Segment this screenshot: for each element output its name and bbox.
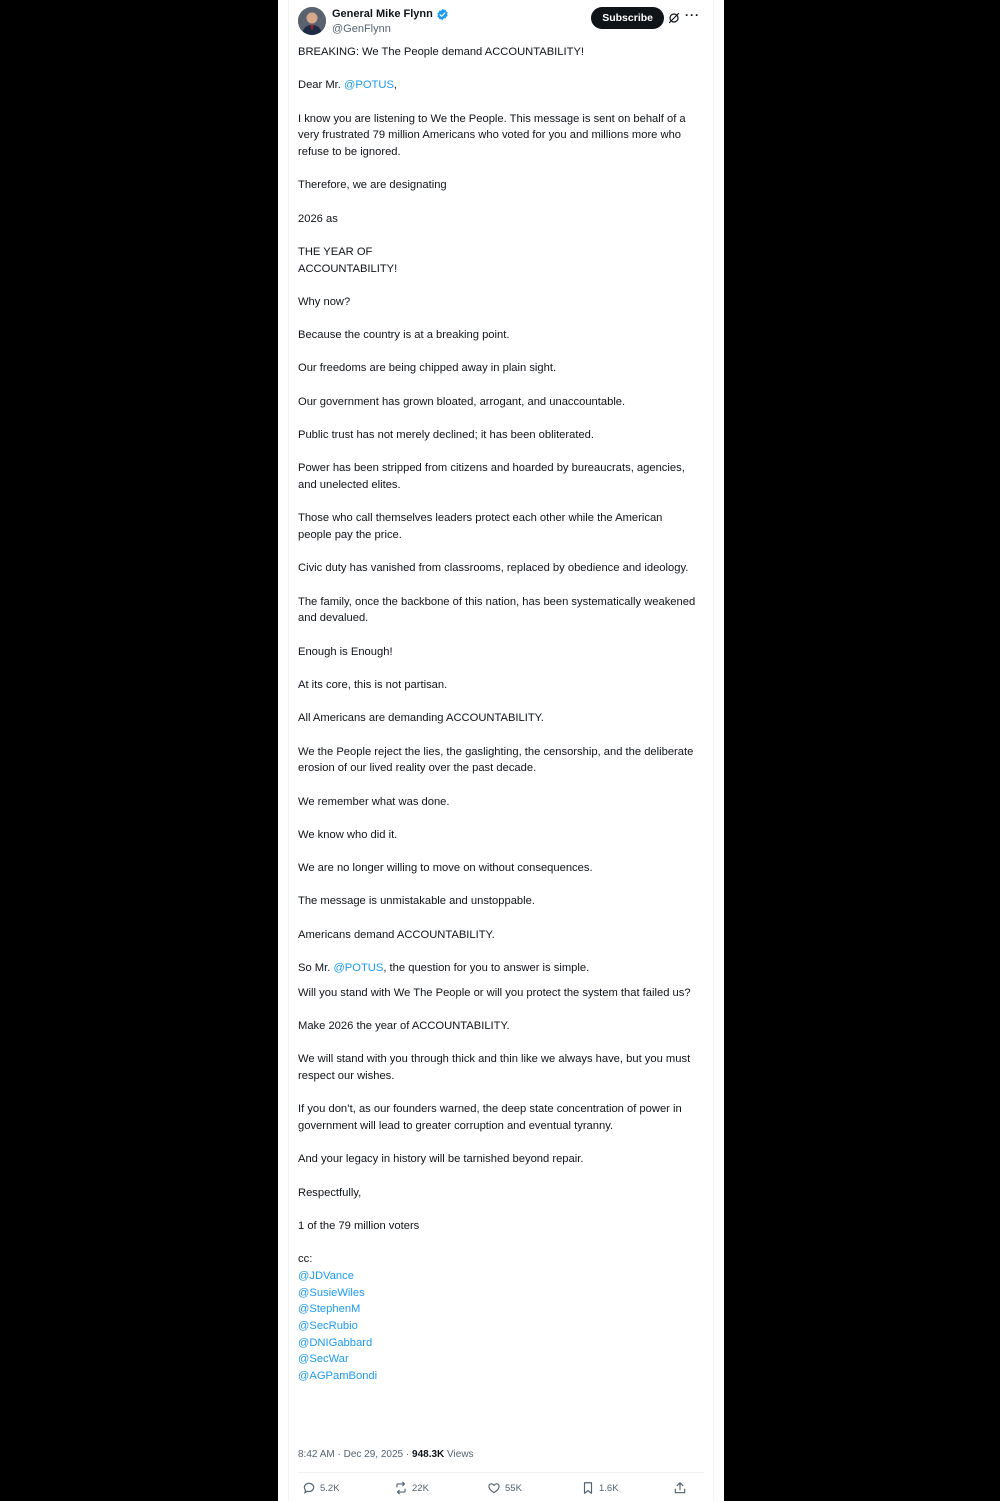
share-icon xyxy=(673,1481,687,1495)
like-icon xyxy=(487,1481,501,1495)
post-paragraph xyxy=(298,327,698,344)
post-paragraph xyxy=(298,794,698,811)
post-paragraph xyxy=(298,111,698,161)
post-paragraph xyxy=(298,677,698,694)
post-text: Our freedoms are being chipped away in plain sight. xyxy=(298,362,557,375)
post-text: Dear Mr. xyxy=(298,79,345,92)
more-icon[interactable]: ··· xyxy=(685,8,700,22)
repost-icon xyxy=(394,1481,408,1495)
post-body xyxy=(298,44,698,1385)
post-paragraph xyxy=(298,360,698,377)
post-panel xyxy=(278,0,724,1501)
post-paragraph xyxy=(298,1218,698,1235)
action-bar xyxy=(300,1481,702,1501)
post-paragraph xyxy=(298,77,698,94)
post-paragraph xyxy=(298,860,698,877)
post-paragraph xyxy=(298,710,698,727)
like-button[interactable] xyxy=(487,1481,522,1495)
post-text: Civic duty has vanished from classrooms, replaced by obedience and ideology. xyxy=(298,562,689,575)
post-text: Therefore, we are designating xyxy=(298,179,447,192)
post-time[interactable]: 8:42 AM xyxy=(298,1449,335,1460)
repost-count: 22K xyxy=(412,1482,429,1494)
post-text: The message is unmistakable and unstoppable. xyxy=(298,895,535,908)
post-paragraph xyxy=(298,594,698,627)
subscribe-button[interactable]: Subscribe xyxy=(591,7,664,29)
post-text: Americans demand ACCOUNTABILITY. xyxy=(298,928,495,941)
like-count: 55K xyxy=(505,1482,522,1494)
mention-link[interactable]: @JDVance @SusieWiles @StephenM @SecRubio @DNIGabbard @SecWar @AGPamBondi xyxy=(298,1269,378,1383)
repost-button[interactable] xyxy=(394,1481,429,1495)
bookmark-button[interactable] xyxy=(581,1481,619,1495)
post-text: If you don’t, as our founders warned, the deep state concentration of power in government will lead to greater corruption and eventual tyranny. xyxy=(298,1103,682,1133)
share-button[interactable] xyxy=(673,1481,687,1495)
reply-count: 5.2K xyxy=(320,1482,340,1494)
grok-icon[interactable] xyxy=(668,12,680,24)
post-date[interactable]: Dec 29, 2025 xyxy=(343,1449,404,1460)
post-paragraph xyxy=(298,211,698,228)
post-paragraph xyxy=(298,294,698,311)
post-text: Why now? xyxy=(298,295,351,308)
post-paragraph xyxy=(298,744,698,777)
post-text: So Mr. xyxy=(298,962,334,975)
post-text: Respectfully, xyxy=(298,1186,362,1199)
post-paragraph xyxy=(298,1018,698,1035)
post-text: Will you stand with We The People or will you protect the system that failed us? xyxy=(298,986,691,999)
post-text: All Americans are demanding ACCOUNTABILITY. xyxy=(298,712,544,725)
post-text: We the People reject the lies, the gaslighting, the censorship, and the deliberate erosion of our lived reality over the past decade. xyxy=(298,745,694,775)
post-paragraph xyxy=(298,1151,698,1168)
post-text: We are no longer willing to move on without consequences. xyxy=(298,862,593,875)
post-text: Our government has grown bloated, arrogant, and unaccountable. xyxy=(298,395,626,408)
views-count[interactable]: 948.3K xyxy=(412,1449,445,1460)
verified-badge-icon xyxy=(436,8,449,21)
post-paragraph xyxy=(298,893,698,910)
bookmark-icon xyxy=(581,1481,595,1495)
author-handle[interactable]: @GenFlynn xyxy=(332,23,391,35)
post-text: And your legacy in history will be tarnished beyond repair. xyxy=(298,1153,584,1166)
post-paragraph xyxy=(298,394,698,411)
post-text: THE YEAR OF ACCOUNTABILITY! xyxy=(298,245,398,275)
divider xyxy=(298,1472,704,1473)
views-label: Views xyxy=(447,1449,474,1460)
post-paragraph xyxy=(298,1101,698,1134)
post-paragraph xyxy=(298,427,698,444)
post-text: , xyxy=(393,79,398,92)
post-paragraph xyxy=(298,177,698,194)
post-text: Power has been stripped from citizens and hoarded by bureaucrats, agencies, and unelected elites. xyxy=(298,462,685,492)
post-paragraph xyxy=(298,1185,698,1202)
post-text: We remember what was done. xyxy=(298,795,450,808)
reply-icon xyxy=(302,1481,316,1495)
bookmark-count: 1.6K xyxy=(599,1482,619,1494)
post-paragraph xyxy=(298,927,698,944)
post-paragraph xyxy=(298,985,698,1002)
post-text: cc: xyxy=(298,1253,313,1266)
avatar[interactable] xyxy=(298,7,326,35)
reply-button[interactable] xyxy=(302,1481,340,1495)
post-paragraph xyxy=(298,460,698,493)
post-text: Make 2026 the year of ACCOUNTABILITY. xyxy=(298,1020,510,1033)
post-paragraph xyxy=(298,510,698,543)
post-paragraph xyxy=(298,1251,698,1385)
avatar-image xyxy=(298,7,326,35)
meta-separator: · xyxy=(405,1449,410,1460)
meta-separator: · xyxy=(337,1449,341,1460)
post-header xyxy=(298,6,700,40)
post-text: BREAKING: We The People demand ACCOUNTABILITY! xyxy=(298,46,585,58)
post-text: The family, once the backbone of this nation, has been systematically weakened and devalued. xyxy=(298,595,696,625)
post-paragraph xyxy=(298,960,698,977)
post-paragraph xyxy=(298,44,698,61)
post-text: At its core, this is not partisan. xyxy=(298,678,448,691)
post-text: , the question for you to answer is simple. xyxy=(383,962,590,975)
author-name[interactable]: General Mike Flynn xyxy=(332,8,433,20)
post-paragraph xyxy=(298,560,698,577)
post-text: Public trust has not merely declined; it has been obliterated. xyxy=(298,429,595,442)
post-text: Enough is Enough! xyxy=(298,645,393,658)
author-name-row[interactable] xyxy=(332,7,449,21)
post-meta xyxy=(298,1448,474,1462)
post-text: 1 of the 79 million voters xyxy=(298,1219,420,1232)
post-text: We will stand with you through thick and thin like we always have, but you must respect our wishes. xyxy=(298,1053,691,1083)
post-text: Because the country is at a breaking point. xyxy=(298,329,510,342)
post-paragraph xyxy=(298,244,698,277)
post-paragraph xyxy=(298,1051,698,1084)
post-text: We know who did it. xyxy=(298,828,398,841)
mention-link[interactable]: @POTUS xyxy=(344,79,394,92)
post-text: Those who call themselves leaders protect each other while the American people pay the price. xyxy=(298,512,663,542)
post-text: 2026 as xyxy=(298,212,338,225)
mention-link[interactable]: @POTUS xyxy=(333,962,384,975)
post-paragraph xyxy=(298,644,698,661)
post-text: I know you are listening to We the People. This message is sent on behalf of a very frustrated 79 million Americans who voted for you and millions more who refuse to be ignored. xyxy=(298,112,686,158)
post-paragraph xyxy=(298,827,698,844)
